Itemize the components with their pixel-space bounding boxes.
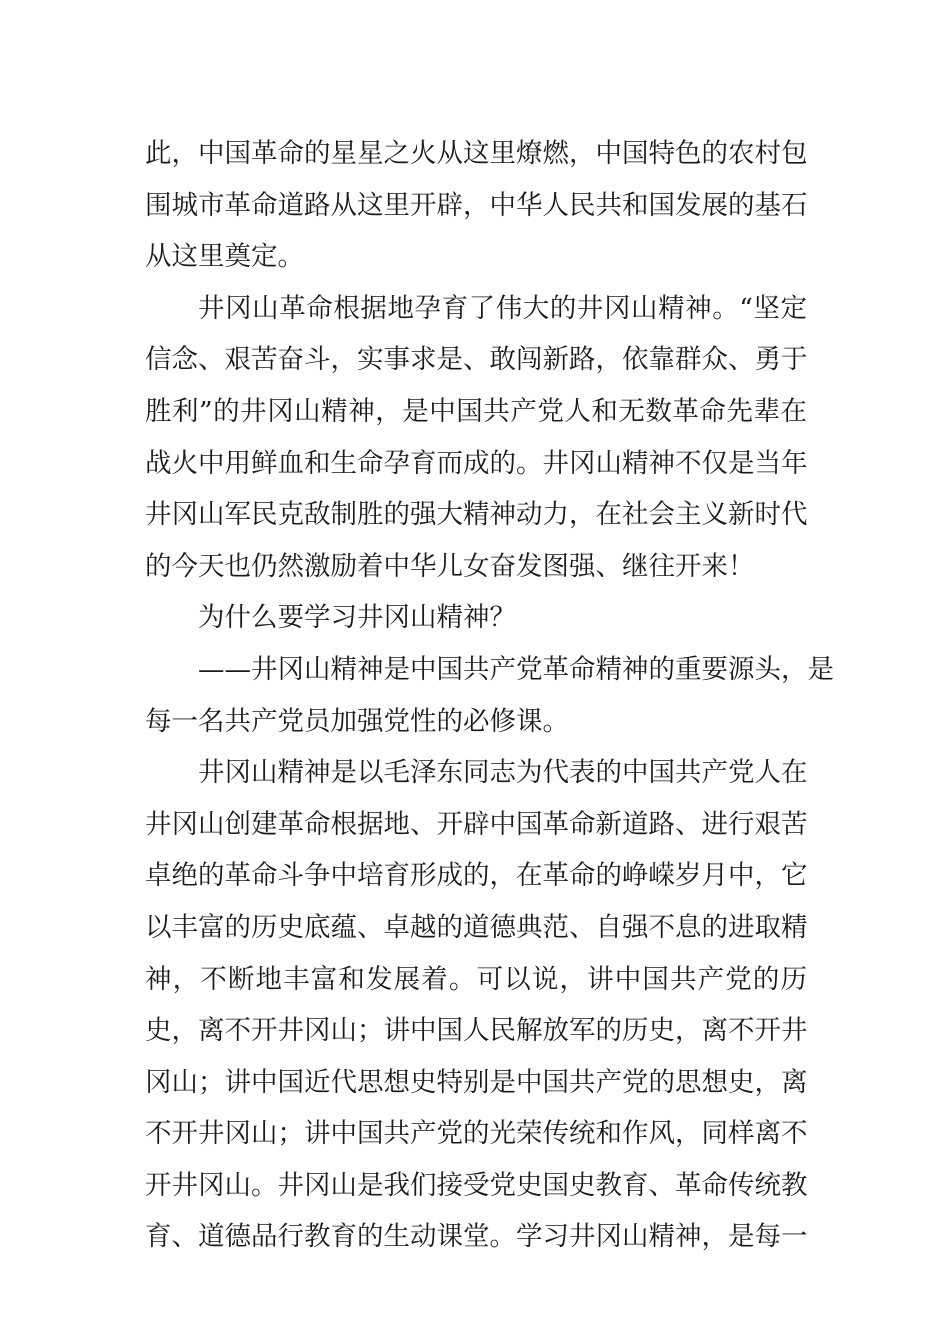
text-line-18: 史，离不开井冈山；讲中国人民解放军的历史，离不开井 [145,1015,808,1047]
text-line-1: 此，中国革命的星星之火从这里燎燃，中国特色的农村包 [145,138,808,169]
text-line-5: 信念、艰苦奋斗，实事求是、敢闯新路，依靠群众、勇于 [145,344,808,376]
text-line-20: 不开井冈山；讲中国共产党的光荣传统和作风，同样离不 [145,1118,808,1150]
text-line-12: 每一名共产党员加强党性的必修课。 [145,705,569,737]
text-line-13: 井冈山精神是以毛泽东同志为代表的中国共产党人在 [198,757,808,789]
text-line-6: 胜利”的井冈山精神，是中国共产党人和无数革命先辈在 [145,395,807,427]
text-line-21: 开井冈山。井冈山是我们接受党史国史教育、革命传统教 [145,1169,808,1201]
text-line-14: 井冈山创建革命根据地、开辟中国革命新道路、进行艰苦 [145,808,808,840]
text-line-10: 为什么要学习井冈山精神？ [198,602,516,634]
text-line-16: 以丰富的历史底蕴、卓越的道德典范、自强不息的进取精 [145,911,808,943]
text-line-11: ——井冈山精神是中国共产党革命精神的重要源头，是 [198,653,834,685]
text-line-19: 冈山；讲中国近代思想史特别是中国共产党的思想史，离 [145,1066,808,1098]
text-line-4: 井冈山革命根据地孕育了伟大的井冈山精神。“坚定 [198,292,807,324]
text-line-7: 战火中用鲜血和生命孕育而成的。井冈山精神不仅是当年 [145,447,808,479]
text-line-15: 卓绝的革命斗争中培育形成的，在革命的峥嵘岁月中，它 [145,860,808,892]
text-line-22: 育、道德品行教育的生动课堂。学习井冈山精神，是每一 [145,1221,808,1253]
text-line-2: 围城市革命道路从这里开辟，中华人民共和国发展的基石 [145,189,808,221]
text-line-3: 从这里奠定。 [145,241,304,273]
document-page [145,128,834,1263]
text-line-9: 的今天也仍然激励着中华儿女奋发图强、继往开来！ [145,550,755,582]
text-line-8: 井冈山军民克敌制胜的强大精神动力，在社会主义新时代 [145,499,808,531]
text-line-17: 神，不断地丰富和发展着。可以说，讲中国共产党的历 [145,963,807,995]
